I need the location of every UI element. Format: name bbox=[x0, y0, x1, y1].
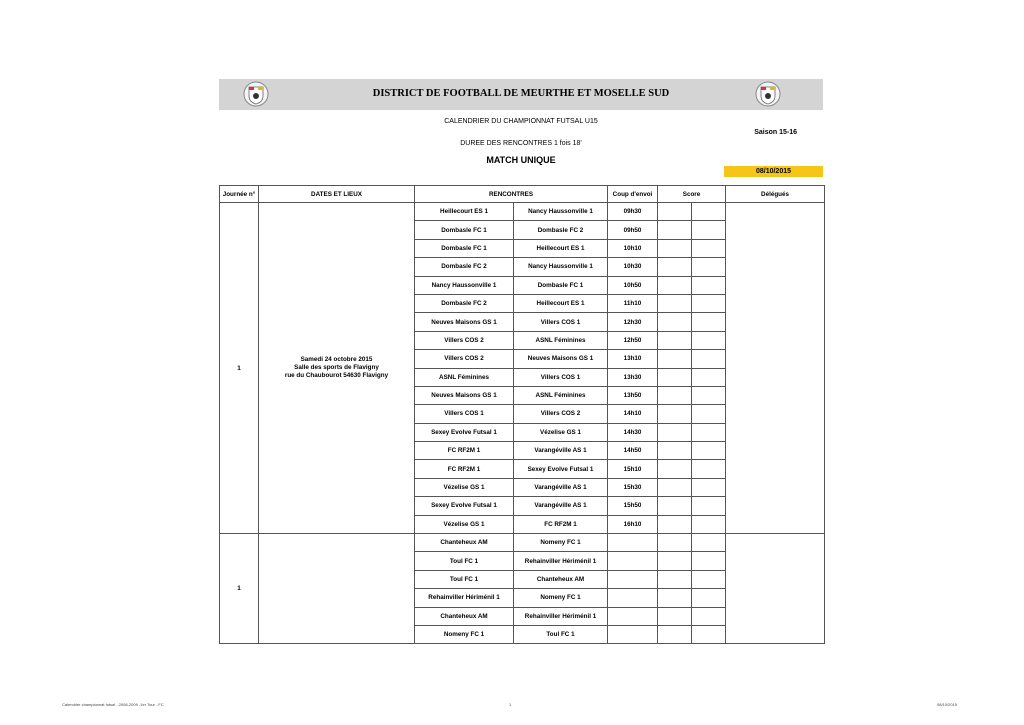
header-banner bbox=[219, 79, 823, 110]
home-team-cell: Vézelise GS 1 bbox=[415, 478, 514, 496]
score-away-cell bbox=[692, 221, 726, 239]
score-away-cell bbox=[692, 386, 726, 404]
page-title: DISTRICT DE FOOTBALL DE MEURTHE ET MOSELLE SUD bbox=[372, 88, 670, 99]
score-home-cell bbox=[658, 478, 692, 496]
score-home-cell bbox=[658, 239, 692, 257]
match-type-label: MATCH UNIQUE bbox=[486, 155, 556, 165]
away-team-cell: Villers COS 1 bbox=[514, 368, 608, 386]
score-home-cell bbox=[658, 497, 692, 515]
score-away-cell bbox=[692, 313, 726, 331]
away-team-cell: Dombasle FC 1 bbox=[514, 276, 608, 294]
away-team-cell: Neuves Maisons GS 1 bbox=[514, 350, 608, 368]
home-team-cell: Sexey Evolve Futsal 1 bbox=[415, 497, 514, 515]
away-team-cell: Heillecourt ES 1 bbox=[514, 239, 608, 257]
district-logo-icon bbox=[755, 81, 781, 107]
duration-label: DUREE DES RENCONTRES 1 fois 18' bbox=[460, 140, 582, 147]
date-badge: 08/10/2015 bbox=[724, 166, 823, 177]
score-away-cell bbox=[692, 258, 726, 276]
home-team-cell: Sexey Evolve Futsal 1 bbox=[415, 423, 514, 441]
score-home-cell bbox=[658, 515, 692, 533]
score-away-cell bbox=[692, 607, 726, 625]
score-away-cell bbox=[692, 331, 726, 349]
delegues-cell bbox=[726, 203, 825, 534]
score-home-cell bbox=[658, 534, 692, 552]
home-team-cell: Villers COS 1 bbox=[415, 405, 514, 423]
score-home-cell bbox=[658, 350, 692, 368]
kickoff-time-cell bbox=[608, 552, 658, 570]
season-label: Saison 15-16 bbox=[754, 129, 797, 136]
footer-filename: Calendrier championnat futsal - 2008-2009 -1er Tour - FC bbox=[62, 702, 164, 707]
score-home-cell bbox=[658, 625, 692, 643]
col-journee: Journée n° bbox=[220, 186, 259, 203]
away-team-cell: Nancy Haussonville 1 bbox=[514, 258, 608, 276]
journee-cell: 1 bbox=[220, 534, 259, 644]
kickoff-time-cell: 12h50 bbox=[608, 331, 658, 349]
score-home-cell bbox=[658, 331, 692, 349]
kickoff-time-cell: 14h50 bbox=[608, 442, 658, 460]
home-team-cell: Dombasle FC 1 bbox=[415, 221, 514, 239]
score-home-cell bbox=[658, 203, 692, 221]
kickoff-time-cell: 15h50 bbox=[608, 497, 658, 515]
score-away-cell bbox=[692, 497, 726, 515]
score-home-cell bbox=[658, 442, 692, 460]
away-team-cell: Heillecourt ES 1 bbox=[514, 294, 608, 312]
home-team-cell: Heillecourt ES 1 bbox=[415, 203, 514, 221]
away-team-cell: Nancy Haussonville 1 bbox=[514, 203, 608, 221]
score-home-cell bbox=[658, 589, 692, 607]
home-team-cell: Toul FC 1 bbox=[415, 552, 514, 570]
venue-adresse: rue du Chaubourot 54630 Flavigny bbox=[284, 372, 389, 380]
score-home-cell bbox=[658, 570, 692, 588]
kickoff-time-cell: 13h30 bbox=[608, 368, 658, 386]
home-team-cell: Vézelise GS 1 bbox=[415, 515, 514, 533]
kickoff-time-cell bbox=[608, 625, 658, 643]
score-away-cell bbox=[692, 534, 726, 552]
score-away-cell bbox=[692, 625, 726, 643]
away-team-cell: Nomeny FC 1 bbox=[514, 534, 608, 552]
score-away-cell bbox=[692, 552, 726, 570]
kickoff-time-cell: 14h30 bbox=[608, 423, 658, 441]
dates-lieux-cell bbox=[259, 534, 415, 644]
score-away-cell bbox=[692, 460, 726, 478]
table-row bbox=[220, 534, 825, 552]
score-home-cell bbox=[658, 552, 692, 570]
score-home-cell bbox=[658, 405, 692, 423]
score-home-cell bbox=[658, 313, 692, 331]
away-team-cell: Vézelise GS 1 bbox=[514, 423, 608, 441]
col-rencontres: RENCONTRES bbox=[415, 186, 608, 203]
kickoff-time-cell: 10h30 bbox=[608, 258, 658, 276]
score-home-cell bbox=[658, 368, 692, 386]
schedule-table bbox=[219, 185, 825, 644]
away-team-cell: Villers COS 1 bbox=[514, 313, 608, 331]
kickoff-time-cell: 09h30 bbox=[608, 203, 658, 221]
kickoff-time-cell: 13h50 bbox=[608, 386, 658, 404]
score-away-cell bbox=[692, 589, 726, 607]
kickoff-time-cell: 10h10 bbox=[608, 239, 658, 257]
home-team-cell: Dombasle FC 2 bbox=[415, 294, 514, 312]
score-away-cell bbox=[692, 276, 726, 294]
score-home-cell bbox=[658, 386, 692, 404]
away-team-cell: Varangéville AS 1 bbox=[514, 478, 608, 496]
col-dates: DATES ET LIEUX bbox=[259, 186, 415, 203]
away-team-cell: ASNL Féminines bbox=[514, 331, 608, 349]
home-team-cell: Villers COS 2 bbox=[415, 350, 514, 368]
kickoff-time-cell: 15h10 bbox=[608, 460, 658, 478]
kickoff-time-cell bbox=[608, 607, 658, 625]
score-away-cell bbox=[692, 203, 726, 221]
home-team-cell: Chanteheux AM bbox=[415, 607, 514, 625]
footer-date: 08/10/2015 bbox=[937, 702, 958, 707]
home-team-cell: Toul FC 1 bbox=[415, 570, 514, 588]
score-home-cell bbox=[658, 607, 692, 625]
home-team-cell: ASNL Féminines bbox=[415, 368, 514, 386]
kickoff-time-cell: 11h10 bbox=[608, 294, 658, 312]
score-away-cell bbox=[692, 405, 726, 423]
away-team-cell: Rehainviller Hériménil 1 bbox=[514, 552, 608, 570]
home-team-cell: Neuves Maisons GS 1 bbox=[415, 313, 514, 331]
score-home-cell bbox=[658, 294, 692, 312]
score-away-cell bbox=[692, 294, 726, 312]
home-team-cell: Villers COS 2 bbox=[415, 331, 514, 349]
kickoff-time-cell: 10h50 bbox=[608, 276, 658, 294]
kickoff-time-cell: 12h30 bbox=[608, 313, 658, 331]
kickoff-time-cell: 13h10 bbox=[608, 350, 658, 368]
score-away-cell bbox=[692, 442, 726, 460]
dates-lieux-cell bbox=[259, 203, 415, 534]
footer-page-number: 1 bbox=[509, 702, 512, 707]
away-team-cell: Chanteheux AM bbox=[514, 570, 608, 588]
score-away-cell bbox=[692, 570, 726, 588]
home-team-cell: Chanteheux AM bbox=[415, 534, 514, 552]
venue-salle: Salle des sports de Flavigny bbox=[294, 364, 379, 372]
home-team-cell: Dombasle FC 2 bbox=[415, 258, 514, 276]
kickoff-time-cell bbox=[608, 589, 658, 607]
col-coup: Coup d'envoi bbox=[608, 186, 658, 203]
home-team-cell: Nancy Haussonville 1 bbox=[415, 276, 514, 294]
away-team-cell: FC RF2M 1 bbox=[514, 515, 608, 533]
away-team-cell: Nomeny FC 1 bbox=[514, 589, 608, 607]
col-score: Score bbox=[658, 186, 726, 203]
kickoff-time-cell: 16h10 bbox=[608, 515, 658, 533]
score-away-cell bbox=[692, 368, 726, 386]
score-away-cell bbox=[692, 350, 726, 368]
venue-date: Samedi 24 octobre 2015 bbox=[300, 356, 373, 364]
score-away-cell bbox=[692, 515, 726, 533]
score-away-cell bbox=[692, 239, 726, 257]
score-home-cell bbox=[658, 258, 692, 276]
score-home-cell bbox=[658, 460, 692, 478]
away-team-cell: Villers COS 2 bbox=[514, 405, 608, 423]
home-team-cell: Rehainviller Hériménil 1 bbox=[415, 589, 514, 607]
away-team-cell: Toul FC 1 bbox=[514, 625, 608, 643]
home-team-cell: Dombasle FC 1 bbox=[415, 239, 514, 257]
kickoff-time-cell: 14h10 bbox=[608, 405, 658, 423]
col-delegues: Délégués bbox=[726, 186, 825, 203]
journee-cell: 1 bbox=[220, 203, 259, 534]
away-team-cell: Rehainviller Hériménil 1 bbox=[514, 607, 608, 625]
away-team-cell: Dombasle FC 2 bbox=[514, 221, 608, 239]
score-home-cell bbox=[658, 221, 692, 239]
kickoff-time-cell: 09h50 bbox=[608, 221, 658, 239]
table-header-row bbox=[220, 186, 825, 203]
kickoff-time-cell bbox=[608, 570, 658, 588]
table-row bbox=[220, 203, 825, 221]
kickoff-time-cell bbox=[608, 534, 658, 552]
score-home-cell bbox=[658, 276, 692, 294]
home-team-cell: Neuves Maisons GS 1 bbox=[415, 386, 514, 404]
delegues-cell bbox=[726, 534, 825, 644]
score-away-cell bbox=[692, 478, 726, 496]
home-team-cell: Nomeny FC 1 bbox=[415, 625, 514, 643]
away-team-cell: Sexey Evolve Futsal 1 bbox=[514, 460, 608, 478]
kickoff-time-cell: 15h30 bbox=[608, 478, 658, 496]
away-team-cell: Varangéville AS 1 bbox=[514, 442, 608, 460]
home-team-cell: FC RF2M 1 bbox=[415, 460, 514, 478]
score-away-cell bbox=[692, 423, 726, 441]
home-team-cell: FC RF2M 1 bbox=[415, 442, 514, 460]
score-home-cell bbox=[658, 423, 692, 441]
away-team-cell: ASNL Féminines bbox=[514, 386, 608, 404]
away-team-cell: Varangéville AS 1 bbox=[514, 497, 608, 515]
calendar-title: CALENDRIER DU CHAMPIONNAT FUTSAL U15 bbox=[444, 118, 598, 125]
